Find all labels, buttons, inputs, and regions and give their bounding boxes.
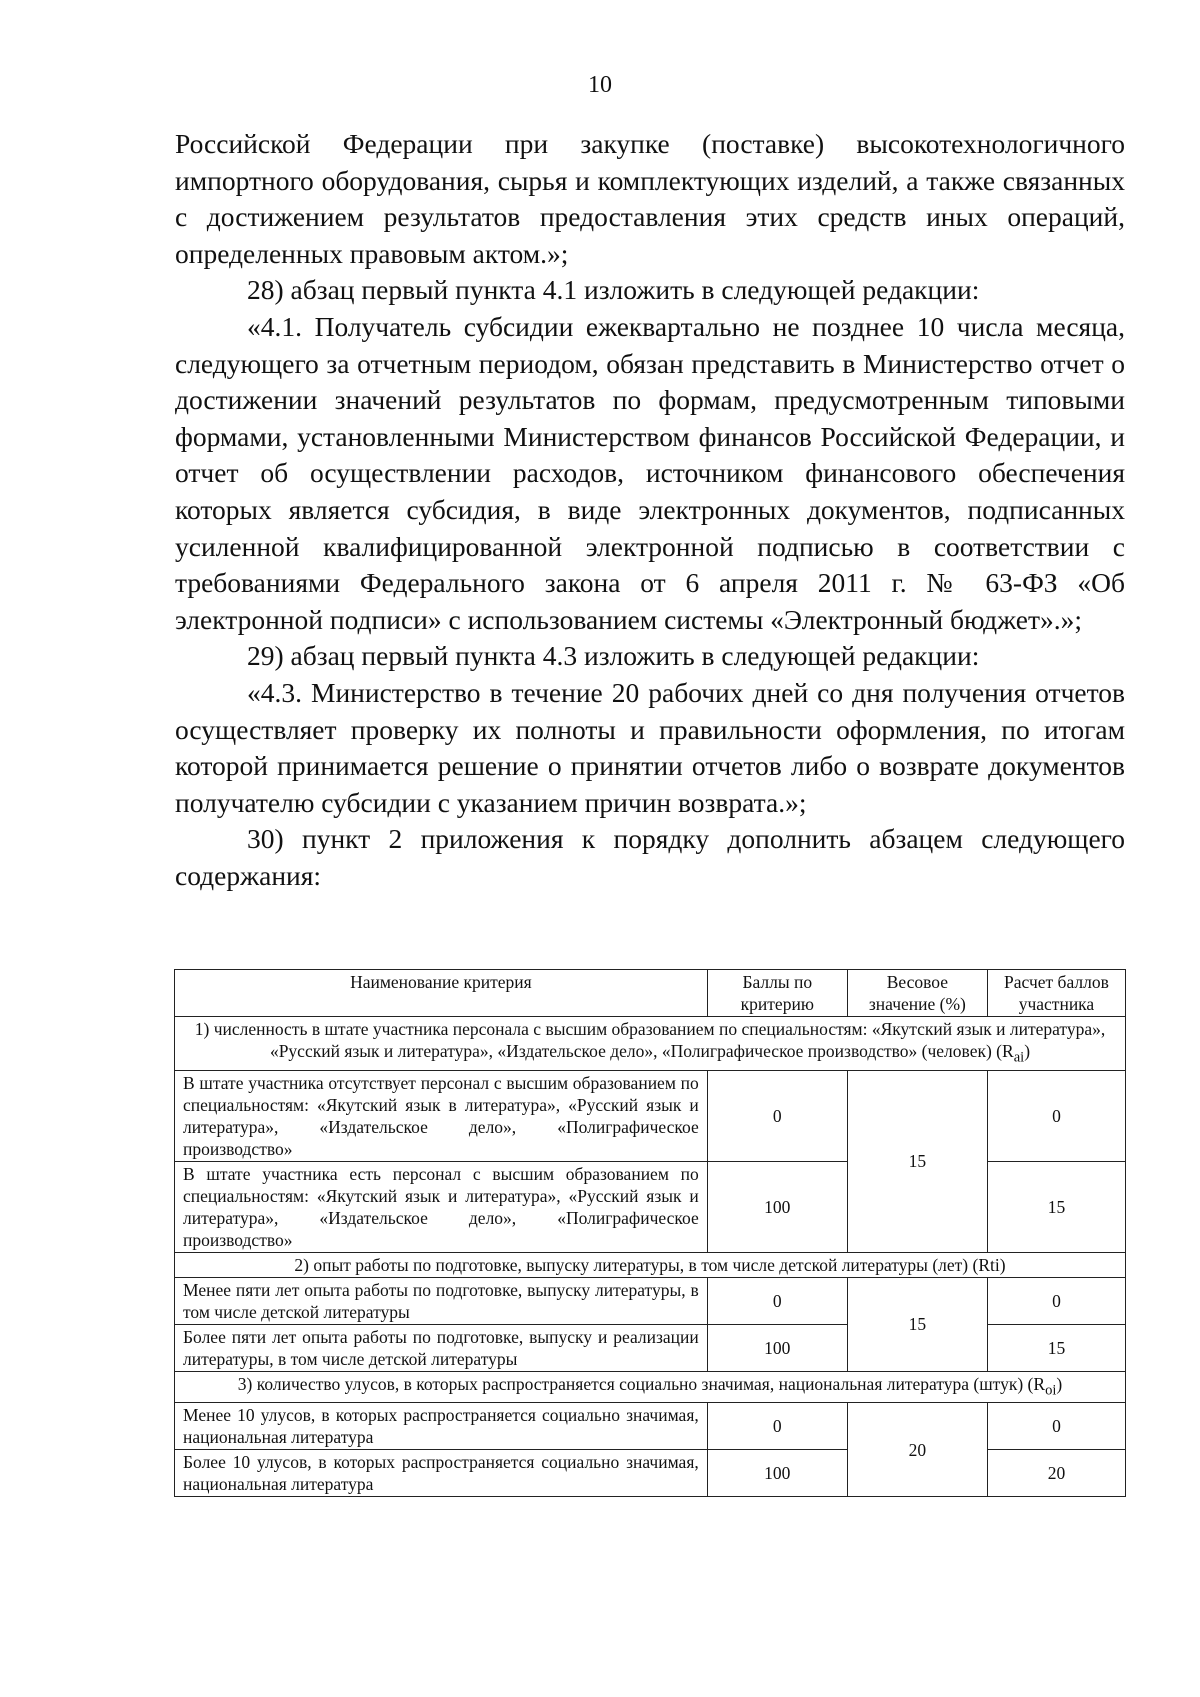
header-criterion-name: Наименование критерия	[175, 970, 708, 1017]
paragraph-quote-4-1: «4.1. Получатель субсидии ежеквартально не позднее 10 числа месяца, следующего за отчетным периодом, обязан представить в Министерство отчет о достижении значений результатов по формам, предусмотренным типовыми формами, установленными Министерством финансов Российской Федерации, и отчет об осуществлении расходов, источником финансового обеспечения которых является субсидия, в виде электронных документов, подписанных усиленной квалифицированной электронной подписью в соответствии с требованиями Федерального закона от 6 апреля 2011 г. № 63-ФЗ «Об электронной подписи» с использованием системы «Электронный бюджет».»;	[175, 310, 1125, 635]
section-title: 3) количество улусов, в которых распространяется социально значимая, национальная литература (штук) $(R_{oi})$	[175, 1371, 1126, 1403]
table-row	[175, 1277, 1126, 1324]
header-score: Баллы по критерию	[707, 970, 847, 1017]
criterion-cell: В штате участника отсутствует персонал с высшим образованием по специальностям: «Якутский язык в литература», «Русский язык и литература», «Издательское дело», «Полиграфическое производство»	[175, 1070, 708, 1161]
table-header-row	[175, 970, 1126, 1017]
calc-cell: 0	[987, 1070, 1125, 1161]
paragraph-item-28: 28) абзац первый пункта 4.1 изложить в следующей редакции:	[247, 274, 980, 306]
score-cell: 0	[707, 1403, 847, 1450]
score-cell: 100	[707, 1324, 847, 1371]
score-cell: 0	[707, 1070, 847, 1161]
score-cell: 0	[707, 1277, 847, 1324]
paragraph-item-29: 29) абзац первый пункта 4.3 изложить в следующей редакции:	[247, 640, 980, 672]
section-title: 2) опыт работы по подготовке, выпуску литературы, в том числе детской литературы (лет) (Rti)	[175, 1252, 1126, 1277]
score-cell: 100	[707, 1161, 847, 1252]
calc-cell: 20	[987, 1450, 1125, 1497]
weight-cell: 15	[847, 1277, 987, 1371]
criterion-cell: Более пяти лет опыта работы по подготовке, выпуску и реализации литературы, в том числе детской литературы	[175, 1324, 708, 1371]
paragraph-quote-4-3: «4.3. Министерство в течение 20 рабочих дней со дня получения отчетов осуществляет проверку их полноты и правильности оформления, по итогам которой принимается решение о принятии отчетов либо о возврате документов получателю субсидии с указанием причин возврата.»;	[175, 676, 1125, 818]
header-weight: Весовое значение (%)	[847, 970, 987, 1017]
weight-cell: 20	[847, 1403, 987, 1497]
page-number: 10	[588, 72, 612, 98]
criterion-cell: В штате участника есть персонал с высшим образованием по специальностям: «Якутский язык и литература», «Русский язык и литература», «Издательское дело», «Полиграфическое производство»	[175, 1161, 708, 1252]
calc-cell: 0	[987, 1277, 1125, 1324]
weight-cell: 15	[847, 1070, 987, 1252]
section-title: 1) численность в штате участника персонала с высшим образованием по специальностям: «Якутский язык и литература», «Русский язык и литература», «Издательское дело», «Полиграфическое производство» (человек) $(R_{ai})$	[175, 1017, 1126, 1071]
document-body	[175, 126, 1125, 894]
section-title-row	[175, 1252, 1126, 1277]
calc-cell: 15	[987, 1161, 1125, 1252]
calc-cell: 15	[987, 1324, 1125, 1371]
section-title-row	[175, 1371, 1126, 1403]
paragraph-continuation: Российской Федерации при закупке (поставке) высокотехнологичного импортного оборудования, сырья и комплектующих изделий, а также связанных с достижением результатов предоставления этих средств иных операций, определенных правовым актом.»;	[175, 128, 1125, 269]
table-row	[175, 1070, 1126, 1161]
paragraph-item-30: 30) пункт 2 приложения к порядку дополнить абзацем следующего содержания:	[175, 823, 1125, 891]
score-cell: 100	[707, 1450, 847, 1497]
section-title-row	[175, 1017, 1126, 1071]
criteria-table	[174, 969, 1126, 1497]
calc-cell: 0	[987, 1403, 1125, 1450]
table-row	[175, 1403, 1126, 1450]
criterion-cell: Менее пяти лет опыта работы по подготовке, выпуску литературы, в том числе детской литературы	[175, 1277, 708, 1324]
header-calc: Расчет баллов участника	[987, 970, 1125, 1017]
criterion-cell: Более 10 улусов, в которых распространяется социально значимая, национальная литература	[175, 1450, 708, 1497]
criterion-cell: Менее 10 улусов, в которых распространяется социально значимая, национальная литература	[175, 1403, 708, 1450]
